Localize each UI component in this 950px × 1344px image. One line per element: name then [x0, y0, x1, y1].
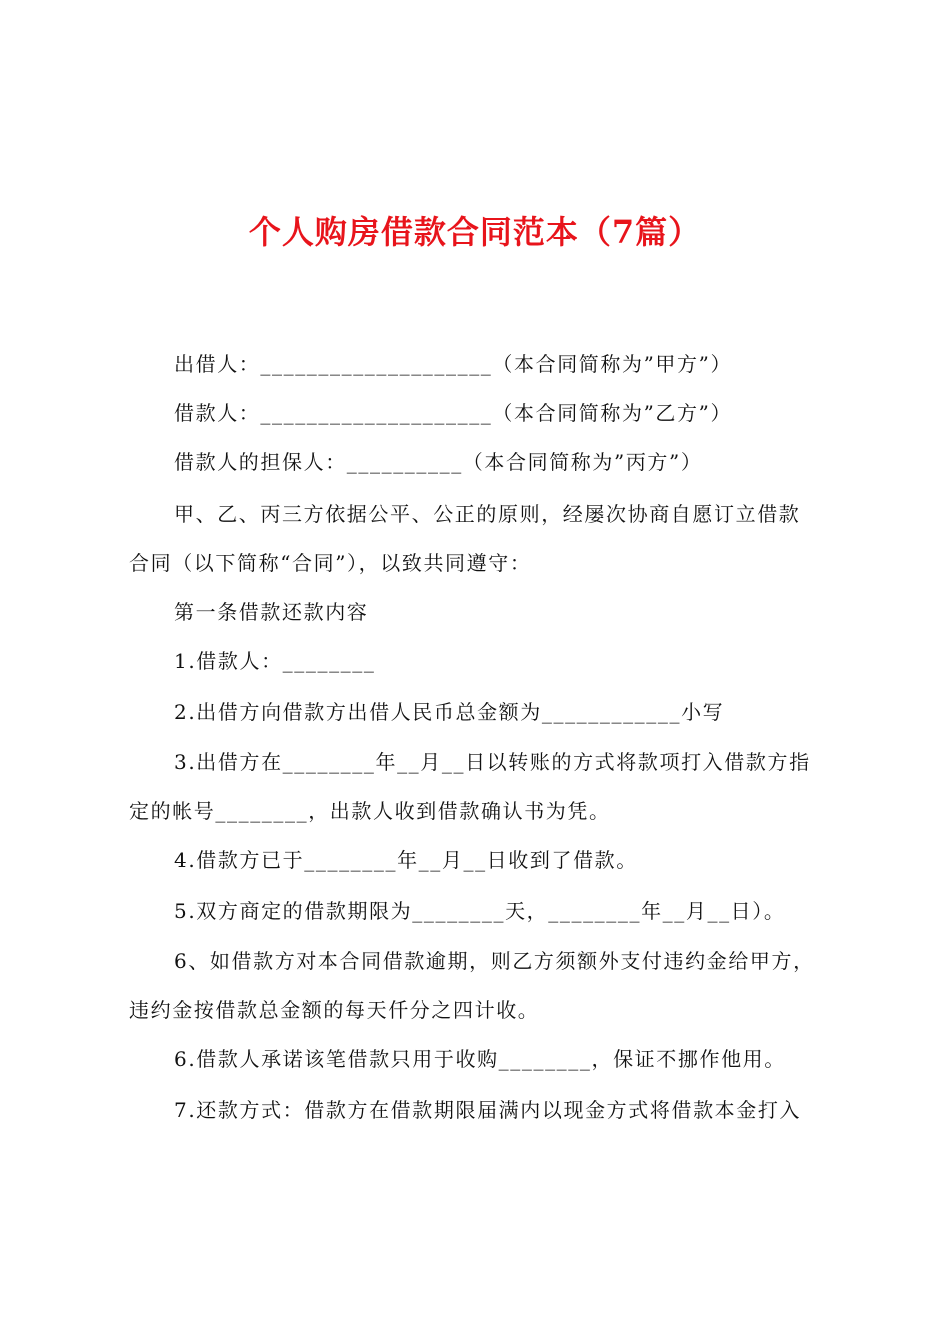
- clause-7: 7.还款方式：借款方在借款期限届满内以现金方式将借款本金打入: [174, 1098, 802, 1122]
- clause-6-line-1: 6、如借款方对本合同借款逾期，则乙方须额外支付违约金给甲方，: [174, 949, 815, 973]
- clause-6b: 6.借款人承诺该笔借款只用于收购________，保证不挪作他用。: [174, 1047, 786, 1071]
- clause-2: 2.出借方向借款方出借人民币总金额为____________小写: [174, 700, 725, 724]
- clause-5: 5.双方商定的借款期限为________天，________年__月__日）。: [174, 899, 786, 923]
- document-title: 个人购房借款合同范本（7篇）: [248, 213, 702, 251]
- borrower-line: 借款人：____________________（本合同简称为”乙方”）: [174, 401, 733, 425]
- guarantor-line: 借款人的担保人：__________（本合同简称为”丙方”）: [174, 450, 703, 474]
- clause-3-line-1: 3.出借方在________年__月__日以转账的方式将款项打入借款方指: [174, 750, 811, 774]
- lender-line: 出借人：____________________（本合同简称为”甲方”）: [174, 352, 733, 376]
- article-one-heading: 第一条借款还款内容: [174, 600, 369, 624]
- clause-4: 4.借款方已于________年__月__日收到了借款。: [174, 848, 638, 872]
- preamble-line-2: 合同（以下简称“合同”），以致共同遵守：: [129, 551, 532, 575]
- clause-1: 1.借款人：________: [174, 649, 376, 673]
- preamble-line-1: 甲、乙、丙三方依据公平、公正的原则，经屡次协商自愿订立借款: [174, 502, 801, 526]
- clause-3-line-2: 定的帐号________，出款人收到借款确认书为凭。: [129, 799, 611, 823]
- clause-6-line-2: 违约金按借款总金额的每天仟分之四计收。: [129, 998, 540, 1022]
